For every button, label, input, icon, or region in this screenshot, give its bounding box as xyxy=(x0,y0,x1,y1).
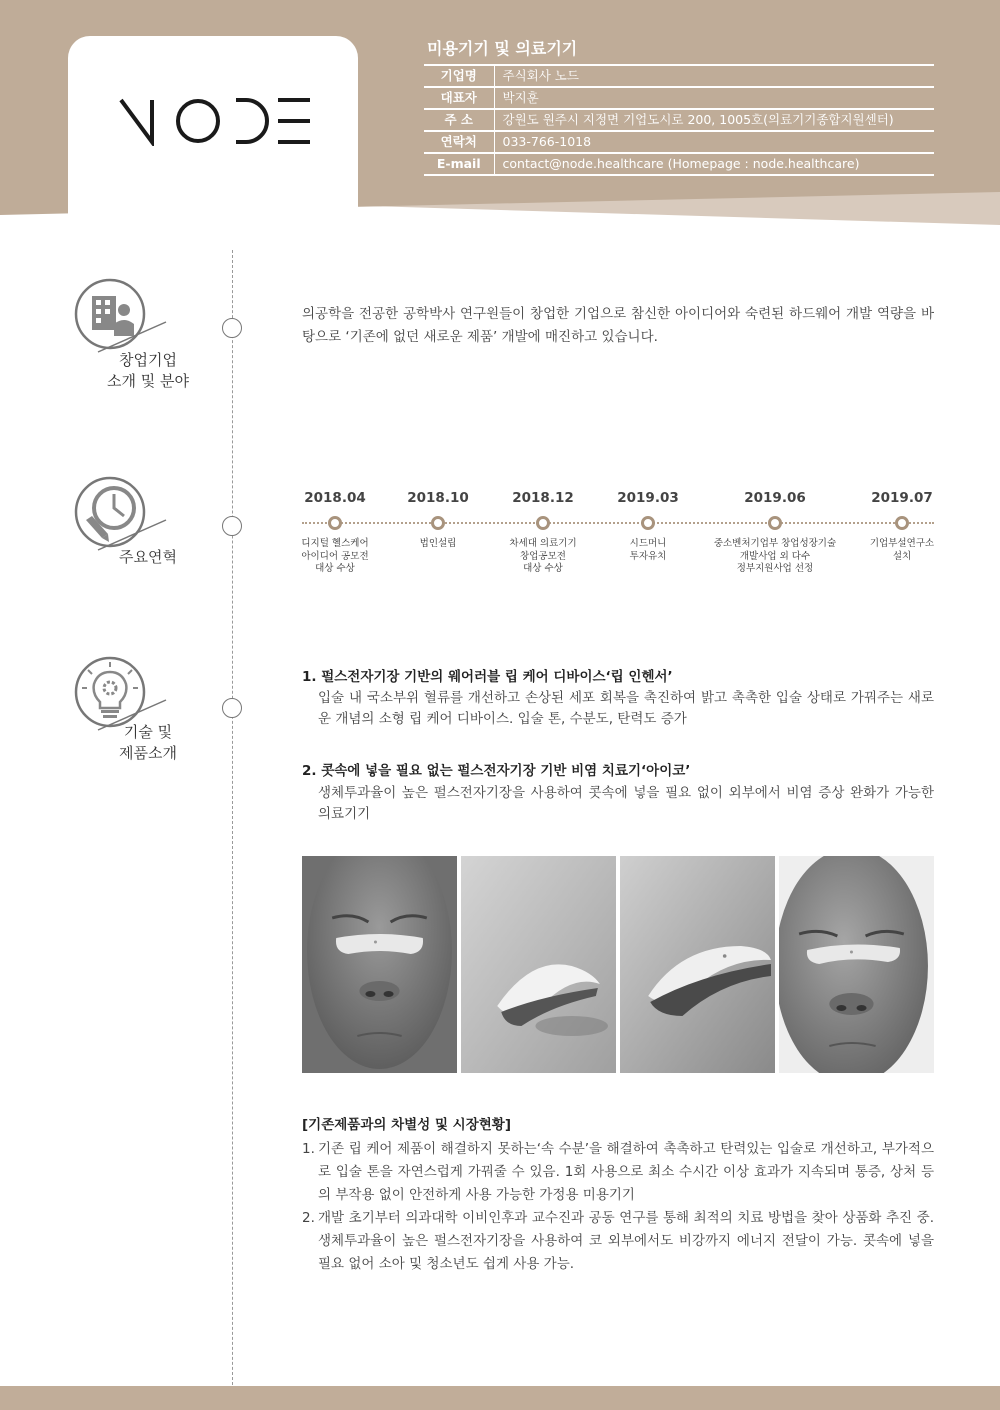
list-item-text: 개발 초기부터 의과대학 이비인후과 교수진과 공동 연구를 통해 최적의 치료 방법을 찾아 상품화 추진 중. 생체투과율이 높은 펄스전자기장을 사용하여 코 외부에서도 비강까지 에너지 전달이 가능. 콧속에 넣을 필요 없어 소아 및 청소년도 쉽게 사용 가능. xyxy=(318,1210,934,1272)
history-timeline xyxy=(300,490,936,590)
list-item-number: 1. xyxy=(302,1141,315,1157)
section-label-intro xyxy=(88,350,208,392)
info-value: contact@node.healthcare (Homepage : node.healthcare) xyxy=(494,153,934,175)
timeline-desc: 차세대 의료기기 창업공모전 대상 수상 xyxy=(509,538,577,574)
timeline-desc: 법인설립 xyxy=(419,538,457,549)
timeline-dot xyxy=(431,516,445,530)
company-info-table xyxy=(424,64,934,176)
section-marker-history xyxy=(222,516,242,536)
info-key: E-mail xyxy=(424,153,494,175)
timeline-item xyxy=(695,490,855,576)
timeline-desc: 시드머니 투자유치 xyxy=(629,538,667,562)
section-marker-tech xyxy=(222,698,242,718)
timeline-date: 2018.04 xyxy=(304,490,366,506)
timeline-desc: 기업부설연구소 설치 xyxy=(869,538,935,562)
product-title: 1. 펄스전자기장 기반의 웨어러블 립 케어 디바이스‘립 인헨서’ xyxy=(302,669,673,685)
info-value: 강원도 원주시 지정면 기업도시로 200, 1005호(의료기기종합지원센터) xyxy=(494,109,934,131)
timeline-desc: 디지털 헬스케어 아이디어 공모전 대상 수상 xyxy=(301,538,369,574)
timeline-date: 2019.06 xyxy=(744,490,806,506)
section-label-line: 기술 및 xyxy=(123,723,173,741)
info-row xyxy=(424,153,934,175)
info-key: 기업명 xyxy=(424,65,494,87)
company-intro-text: 의공학을 전공한 공학박사 연구원들이 창업한 기업으로 참신한 아이디어와 숙련된 하드웨어 개발 역량을 바탕으로 ‘기존에 없던 새로운 제품’ 개발에 매진하고 있습니다. xyxy=(302,306,934,345)
differentiation-title: [기존제품과의 차별성 및 시장현황] xyxy=(302,1117,512,1133)
section-label-line: 주요연혁 xyxy=(119,548,177,566)
info-row xyxy=(424,87,934,109)
clock-pencil-icon xyxy=(68,476,168,558)
list-item xyxy=(302,1138,934,1207)
timeline-dot xyxy=(641,516,655,530)
list-item xyxy=(302,1207,934,1276)
info-key: 연락처 xyxy=(424,131,494,153)
product-desc: 생체투과율이 높은 펄스전자기장을 사용하여 콧속에 넣을 필요 없이 외부에서 비염 증상 완화가 가능한 의료기기 xyxy=(318,785,934,822)
info-value: 박지훈 xyxy=(494,87,934,109)
product-desc: 입술 내 국소부위 혈류를 개선하고 손상된 세포 회복을 촉진하여 밝고 촉촉한 입술 상태로 가꿔주는 새로운 개념의 소형 립 케어 디바이스. 입술 톤, 수분도, 탄력도 증가 xyxy=(318,690,934,727)
product-title: 2. 콧속에 넣을 필요 없는 펄스전자기장 기반 비염 치료기‘아이코’ xyxy=(302,763,691,779)
info-key: 주 소 xyxy=(424,109,494,131)
timeline-date: 2018.12 xyxy=(512,490,574,506)
timeline-date: 2019.03 xyxy=(617,490,679,506)
product-images xyxy=(302,856,934,1073)
building-person-icon xyxy=(68,278,168,360)
section-label-line: 제품소개 xyxy=(119,744,177,762)
info-row xyxy=(424,131,934,153)
product-photo-device-angle xyxy=(620,856,775,1073)
list-item-text: 기존 립 케어 제품이 해결하지 못하는‘속 수분’을 해결하여 촉촉하고 탄력있는 입술로 개선하고, 부가적으로 입술 톤을 자연스럽게 가꿔줄 수 있음. 1회 사용으로 최소 수시간 이상 효과가 지속되며 통증, 상처 등의 부작용 없이 안전하게 사용 가능한 가정용 미용기기 xyxy=(318,1141,934,1203)
timeline-date: 2019.07 xyxy=(871,490,933,506)
footer-bar xyxy=(0,1386,1000,1410)
info-row xyxy=(424,65,934,87)
timeline-dot xyxy=(895,516,909,530)
info-key: 대표자 xyxy=(424,87,494,109)
timeline-dot xyxy=(768,516,782,530)
node-logo xyxy=(118,96,313,146)
section-label-line: 창업기업 xyxy=(119,351,177,369)
timeline-date: 2018.10 xyxy=(407,490,469,506)
info-row xyxy=(424,109,934,131)
timeline-item xyxy=(852,490,952,563)
timeline-dot xyxy=(328,516,342,530)
product-photo-device-side xyxy=(461,856,616,1073)
timeline-desc: 중소벤처기업부 창업성장기술 개발사업 외 다수 정부지원사업 선정 xyxy=(713,538,837,574)
timeline-dot xyxy=(536,516,550,530)
info-value: 주식회사 노드 xyxy=(494,65,934,87)
section-marker-intro xyxy=(222,318,242,338)
differentiation-list xyxy=(302,1138,934,1276)
list-item-number: 2. xyxy=(302,1210,315,1226)
section-guide-line xyxy=(232,250,233,1410)
section-label-history xyxy=(88,547,208,568)
product-photo-face-front xyxy=(302,856,457,1073)
company-category: 미용기기 및 의료기기 xyxy=(427,39,578,58)
section-label-tech xyxy=(88,722,208,764)
info-value: 033-766-1018 xyxy=(494,131,934,153)
product-photo-face-tilt xyxy=(779,856,934,1073)
section-label-line: 소개 및 분야 xyxy=(107,372,189,390)
